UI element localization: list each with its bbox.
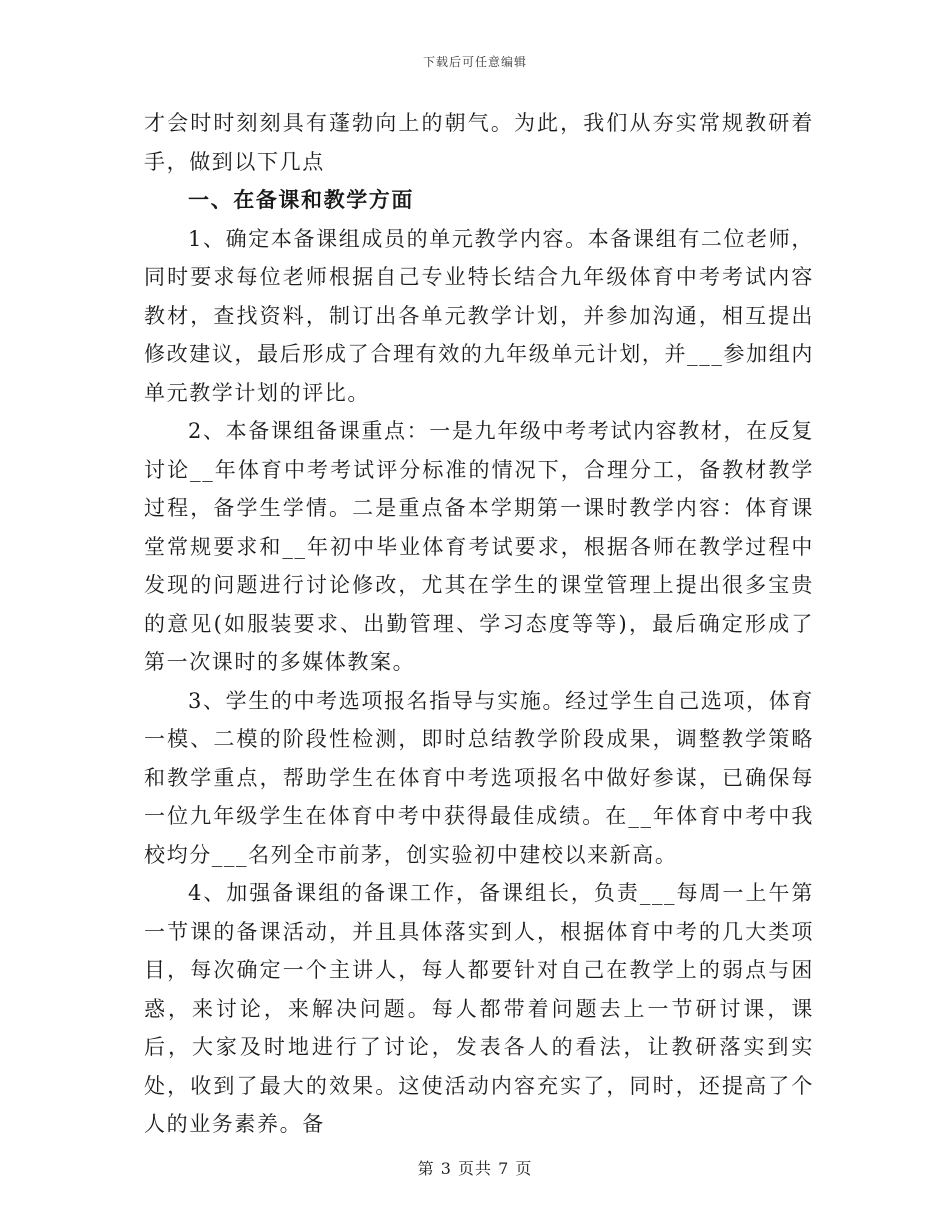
page-header: 下载后可任意编辑 bbox=[422, 55, 527, 69]
paragraph-item-2: 2、本备课组备课重点：一是九年级中考考试内容教材，在反复讨论__年体育中考考试评分标准的情况下，合理分工，备教材教学过程，备学生学情。二是重点备本学期第一课时教学内容：体育课堂常规要求和__年初中毕业体育考试要求，根据各师在教学过程中发现的问题进行讨论修改，尤其在学生的课堂管理上提出很多宝贵的意见(如服装要求、出勤管理、学习态度等等)，最后确定形成了第一次课时的多媒体教案。 bbox=[144, 419, 814, 674]
section-heading: 一、在备课和教学方面 bbox=[188, 187, 414, 212]
paragraph-item-3: 3、学生的中考选项报名指导与实施。经过学生自己选项，体育一模、二模的阶段性检测，即时总结教学阶段成果，调整教学策略和教学重点，帮助学生在体育中考选项报名中做好参谋，已确保每一位九年级学生在体育中考中获得最佳成绩。在__年体育中考中我校均分___名列全市前茅，创实验初中建校以来新高。 bbox=[144, 688, 814, 867]
paragraph-item-1: 1、确定本备课组成员的单元教学内容。本备课组有二位老师，同时要求每位老师根据自己专业特长结合九年级体育中考考试内容教材，查找资料，制订出各单元教学计划，并参加沟通，相互提出修改建议，最后形成了合理有效的九年级单元计划，并___参加组内单元教学计划的评比。 bbox=[144, 226, 814, 405]
continuation-paragraph: 才会时时刻刻具有蓬勃向上的朝气。为此，我们从夯实常规教研着手，做到以下几点 bbox=[144, 111, 814, 174]
document-body bbox=[144, 104, 814, 1144]
paragraph-item-4: 4、加强备课组的备课工作，备课组长，负责___每周一上午第一节课的备课活动，并且具体落实到人，根据体育中考的几大类项目，每次确定一个主讲人，每人都要针对自己在教学上的弱点与困惑，来讨论，来解决问题。每人都带着问题去上一节研讨课，课后，大家及时地进行了讨论，发表各人的看法，让教研落实到实处，收到了最大的效果。这使活动内容充实了，同时，还提高了个人的业务素养。备 bbox=[144, 881, 814, 1136]
page-footer: 第 3 页共 7 页 bbox=[417, 1159, 533, 1178]
